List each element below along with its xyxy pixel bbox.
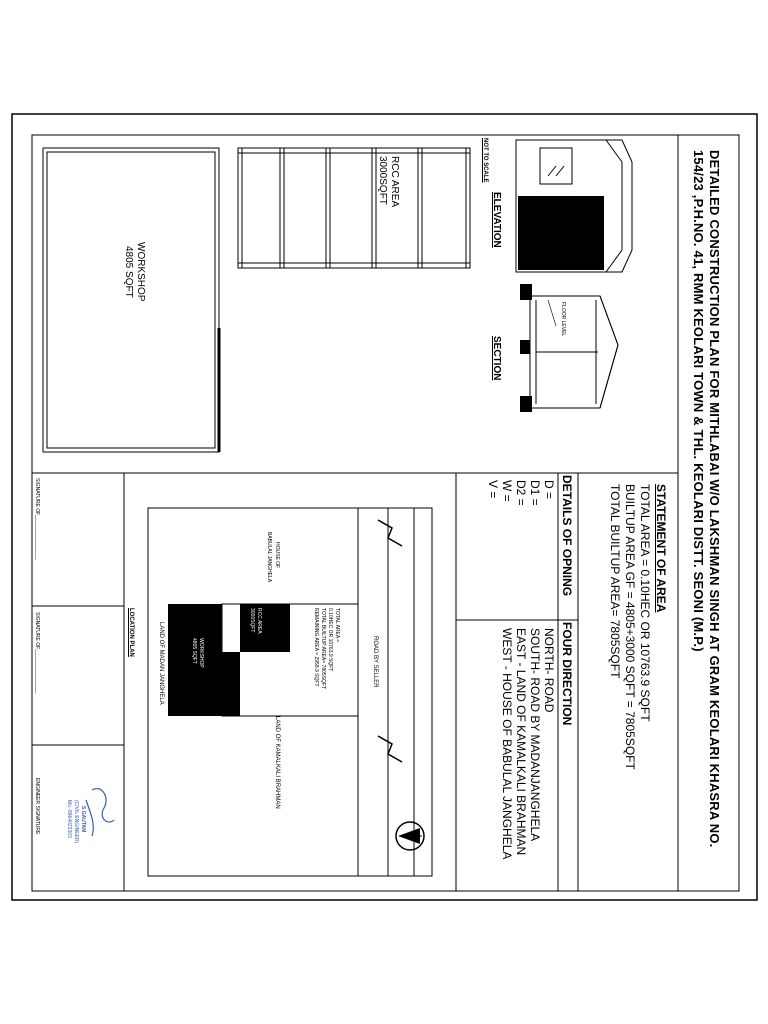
stamp-role: (CIVIL ENGINEER) — [73, 800, 79, 844]
stamp-phone: Mo.-8964023303 — [66, 800, 72, 838]
engineer-signature-stamp — [86, 789, 114, 836]
east-land-label: LAND OF KAMALKALI BRAHMAN — [274, 716, 280, 809]
stamp-name: S.GAUTAM — [80, 806, 86, 833]
not-to-scale-label: NOT TO SCALE — [482, 138, 488, 183]
workshop-label: WORKSHOP — [135, 242, 146, 302]
road-label: ROAD BY SELLER — [372, 636, 378, 688]
statement-line: BUILTUP AREA GF = 4805+3000 SQFT = 7805SQFT — [623, 484, 637, 770]
statement-heading: STATEMENT OF AREA — [654, 484, 668, 613]
owner-signature-2: SIGNATURE OF________________ — [34, 612, 40, 694]
summary-line: 0.10HEC OR 10763.9 SQFT — [327, 608, 333, 672]
north-arrow-icon — [396, 822, 424, 850]
direction-row: NORTH- ROAD — [542, 628, 556, 713]
summary-line: TOTAL AREA = — [334, 608, 340, 643]
drawing-title-line2: 154/23 ,P.H.NO. 41, RMM KEOLARI TOWN & THL. KEOLARI DISTT. SEONI (M.P.) — [691, 150, 706, 652]
summary-line: REMAINING AREA = 2958.9 SQFT — [313, 608, 319, 687]
workshop-small-label: WORKSHOP — [198, 638, 204, 668]
rcc-area-value: 3000SQFT — [377, 156, 388, 205]
opening-row: V = — [486, 480, 500, 499]
west-house-label: BABULAL JANGHELA — [266, 532, 272, 583]
statement-line: TOTAL BUILTUP AREA= 7805SQFT — [608, 484, 622, 679]
opening-row: D1 = — [528, 480, 542, 506]
section-label: SECTION — [491, 336, 502, 381]
workshop-small-value: 4805 SQFT — [191, 638, 197, 664]
elevation-drawing — [516, 140, 632, 272]
direction-row: SOUTH- ROAD BY MADANJANGHELA — [528, 628, 542, 842]
location-plan-title: LOCATION PLAN — [128, 608, 134, 657]
rcc-small-label: RCC AREA — [256, 608, 262, 634]
direction-row: EAST - LAND OF KAMALKALI BRAHMAN — [514, 628, 528, 856]
rcc-small-value: 3000SQFT — [249, 608, 255, 633]
direction-row: WEST - HOUSE OF BABULAL JANGHELA — [500, 628, 514, 860]
west-house-label: HOUSE OF — [274, 542, 280, 569]
elevation-label: ELEVATION — [491, 192, 502, 248]
rcc-area-label: RCC AREA — [389, 156, 400, 208]
engineer-signature-label: ENGINEER SIGNATURE — [34, 778, 40, 835]
openings-heading: DETAILS OF OPNING — [560, 475, 574, 597]
statement-line: TOTAL AREA = 0.10HEC OR 10763.9 SQFT — [638, 484, 652, 722]
directions-heading: FOUR DIRECTION — [560, 622, 574, 726]
rcc-plan — [238, 148, 470, 268]
location-plan — [148, 508, 432, 876]
opening-row: W = — [500, 480, 514, 502]
opening-row: D = — [542, 480, 556, 500]
opening-row: D2 = — [514, 480, 528, 506]
drawing-title-line1: DETAILED CONSTRUCTION PLAN FOR MITHLABAI W/O LAKSHMAN SINGH AT GRAM KEOLARI KHASRA NO. — [707, 150, 722, 848]
section-drawing — [520, 284, 618, 412]
south-land-label: LAND OF MADAN JANGHELA — [158, 622, 164, 705]
workshop-area: 4805 SQFT — [123, 246, 134, 298]
floor-level-label: FLOOR LEVEL — [560, 302, 566, 337]
summary-line: TOTAL BUILTUP AREA= 7805SQFT — [320, 608, 326, 690]
owner-signature-1: SIGNATURE OF________________ — [34, 478, 40, 560]
workshop-plan — [43, 148, 219, 452]
